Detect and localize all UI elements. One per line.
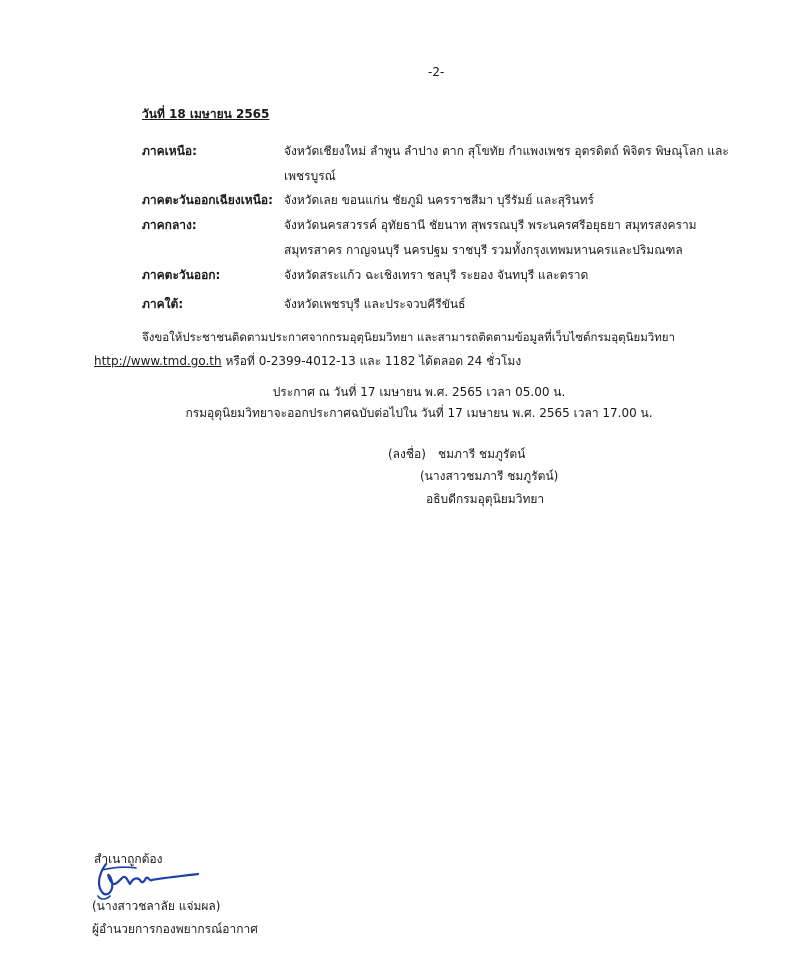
region-text-northeast-line-1: จังหวัดเลย ขอนแก่น ชัยภูมิ นครราชสีมา บุรีรัมย์ และสุรินทร์	[284, 193, 594, 207]
sign-prefix: (ลงชื่อ)	[388, 447, 426, 461]
website-link[interactable]: http://www.tmd.go.th	[94, 354, 222, 368]
announce-line-2: กรมอุตุนิยมวิทยาจะออกประกาศฉบับต่อไปใน วันที่ 17 เมษายน พ.ศ. 2565 เวลา 17.00 น.	[185, 406, 653, 420]
region-label-central: ภาคกลาง:	[142, 218, 197, 232]
sign-fullname: (นางสาวชมภารี ชมภูรัตน์)	[420, 469, 559, 483]
advice-line-1: จึงขอให้ประชาชนติดตามประกาศจากกรมอุตุนิยมวิทยา และสามารถติดตามข้อมูลที่เว็บไซต์กรมอุตุนิยมวิทยา	[142, 330, 676, 344]
sign-name: ชมภารี ชมภูรัตน์	[438, 447, 526, 461]
region-label-south: ภาคใต้:	[142, 297, 184, 311]
announce-line-1: ประกาศ ณ วันที่ 17 เมษายน พ.ศ. 2565 เวลา 05.00 น.	[272, 385, 566, 399]
region-label-east: ภาคตะวันออก:	[142, 268, 221, 282]
region-text-north-line-2: เพชรบูรณ์	[284, 169, 336, 183]
region-text-east-line-1: จังหวัดสระแก้ว ฉะเชิงเทรา ชลบุรี ระยอง จันทบุรี และตราด	[284, 268, 589, 282]
page-number: -2-	[428, 65, 445, 79]
region-text-central-line-1: จังหวัดนครสวรรค์ อุทัยธานี ชัยนาท สุพรรณบุรี พระนครศรีอยุธยา สมุทรสงคราม	[284, 218, 697, 232]
region-text-central-line-2: สมุทรสาคร กาญจนบุรี นครปฐม ราชบุรี รวมทั้งกรุงเทพมหานครและปริมณฑล	[284, 243, 683, 257]
date-heading: วันที่ 18 เมษายน 2565	[142, 107, 270, 121]
advice-line-2	[94, 353, 521, 369]
certified-title: ผู้อำนวยการกองพยากรณ์อากาศ	[92, 922, 258, 936]
sign-title: อธิบดีกรมอุตุนิยมวิทยา	[426, 492, 545, 506]
handwritten-signature	[92, 862, 202, 902]
region-text-north-line-1: จังหวัดเชียงใหม่ ลำพูน ลำปาง ตาก สุโขทัย กำแพงเพชร อุตรดิตถ์ พิจิตร พิษณุโลก และ	[284, 144, 729, 158]
region-label-north: ภาคเหนือ:	[142, 144, 197, 158]
region-label-northeast: ภาคตะวันออกเฉียงเหนือ:	[142, 193, 273, 207]
certified-fullname: (นางสาวชลาลัย แจ่มผล)	[92, 899, 221, 913]
certified-label: สำเนาถูกต้อง	[94, 852, 163, 866]
region-text-south-line-1: จังหวัดเพชรบุรี และประจวบคีรีขันธ์	[284, 297, 466, 311]
contact-text: หรือที่ 0-2399-4012-13 และ 1182 ได้ตลอด 24 ชั่วโมง	[221, 354, 522, 368]
